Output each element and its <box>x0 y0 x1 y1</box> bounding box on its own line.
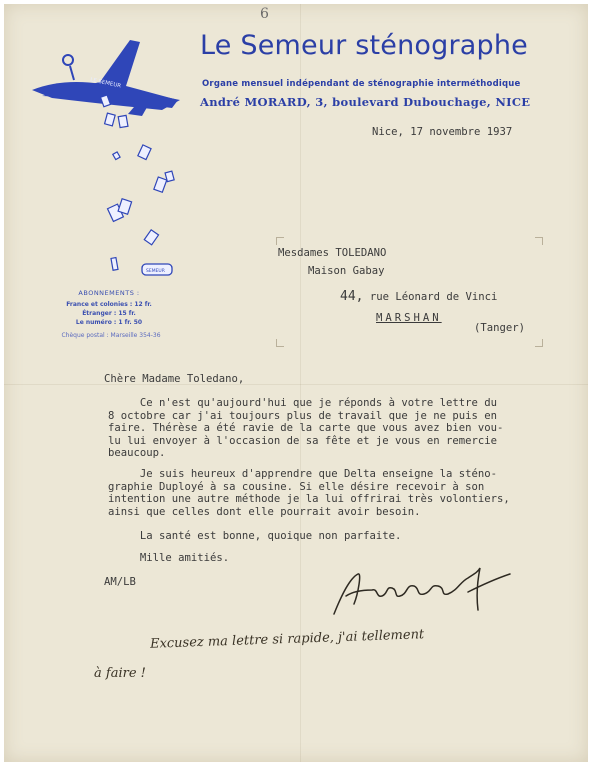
leaflets <box>100 95 174 270</box>
subscription-line: Étranger : 15 fr. <box>82 310 136 317</box>
letter-sheet <box>4 4 588 762</box>
subscription-line: France et colonies : 12 fr. <box>66 301 152 308</box>
handwritten-postscript-line1: Excusez ma lettre si rapide, j'ai tellement <box>149 627 425 652</box>
handwritten-signature <box>328 554 528 620</box>
body-line: intention une autre méthode je la lui offrirai très volontiers, <box>108 493 510 505</box>
body-paragraph <box>108 552 229 565</box>
fold-line-vertical <box>300 4 301 762</box>
handwritten-postscript-line2: à faire ! <box>94 666 146 681</box>
recipient-name: Mesdames TOLEDANO <box>278 247 387 259</box>
address-corner <box>535 339 543 347</box>
masthead-subtitle: Organe mensuel indépendant de sténographie interméthodique <box>202 79 521 89</box>
masthead-title: Le Semeur sténographe <box>200 30 528 61</box>
body-line: ainsi que celles dont elle pourrait avoir besoin. <box>108 505 421 518</box>
body-line: Ce n'est qu'aujourd'hui que je réponds à votre lettre du <box>108 397 498 409</box>
recipient-street <box>340 289 497 304</box>
postal-account: Chèque postal : Marseille 354-36 <box>61 332 161 339</box>
fold-line-horizontal <box>4 384 588 385</box>
recipient-city: MARSHAN <box>376 312 442 324</box>
body-paragraph <box>108 530 401 543</box>
seed-bag-icon <box>142 264 172 275</box>
street-name: rue Léonard de Vinci <box>363 291 498 303</box>
address-corner <box>535 237 543 245</box>
letter-date: Nice, 17 novembre 1937 <box>372 126 513 138</box>
address-corner <box>276 237 284 245</box>
masthead-address: André MORARD, 3, boulevard Dubouchage, NICE <box>200 95 531 109</box>
body-line: lu lui envoyer à l'occasion de sa fête et je vous en remercie <box>108 434 498 447</box>
body-paragraph <box>108 468 510 518</box>
body-line: La santé est bonne, quoique non parfaite. <box>108 530 402 542</box>
body-line: beaucoup. <box>108 447 166 459</box>
subscription-box <box>56 289 162 339</box>
body-line: graphie Duployé à sa cousine. Si elle désire recevoir à son <box>108 480 485 493</box>
airplane-logo-icon <box>32 38 182 283</box>
body-paragraph <box>108 397 503 460</box>
salutation: Chère Madame Toledano, <box>104 373 245 385</box>
body-line: faire. Thérèse a été ravie de la carte que vous avez bien vou- <box>108 422 504 434</box>
subscription-line: Le numéro : 1 fr. 50 <box>75 319 143 326</box>
body-line: 8 octobre car j'ai toujours plus de travail que je ne puis en <box>108 409 498 422</box>
body-line: Mille amitiés. <box>108 552 230 564</box>
body-line: Je suis heureux d'apprendre que Delta enseigne la sténo- <box>108 468 498 480</box>
recipient-line2: Maison Gabay <box>308 265 385 277</box>
subscription-heading: ABONNEMENTS : <box>78 289 140 297</box>
street-number: 44, <box>340 289 364 304</box>
typist-initials: AM/LB <box>104 576 136 588</box>
plane-label: LE SEMEUR <box>89 77 122 90</box>
address-corner <box>276 339 284 347</box>
pencil-page-mark: 6 <box>260 6 269 22</box>
bag-label: SEMEUR <box>146 269 165 274</box>
recipient-region: (Tanger) <box>474 322 526 334</box>
